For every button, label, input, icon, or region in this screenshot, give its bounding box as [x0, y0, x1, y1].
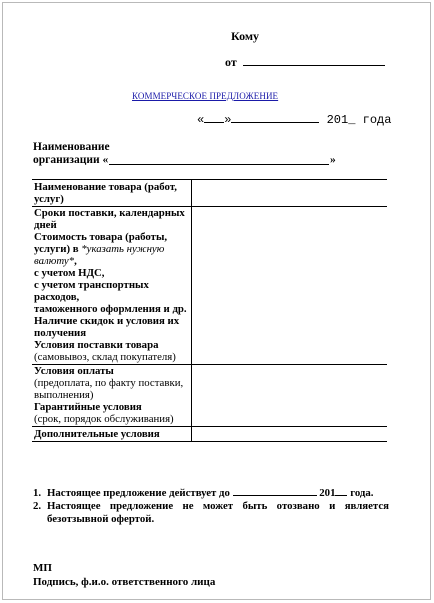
conditions-value	[192, 365, 388, 427]
validity-year-blank	[335, 495, 347, 496]
list-item	[33, 500, 389, 526]
date-close-quote: »	[224, 113, 232, 127]
payment-conditions-note: (предоплата, по факту поставки, выполнения)	[34, 377, 184, 401]
recipient-label: Кому	[231, 29, 260, 43]
transport-label: с учетом транспортных расходов,	[34, 279, 149, 303]
month-blank	[231, 122, 319, 123]
stamp-label: МП	[33, 562, 52, 574]
cost-prefix: Стоимость товара (работы, услуги) в	[34, 231, 168, 255]
document-page	[2, 2, 431, 600]
cost-suffix: ,	[74, 255, 77, 267]
year-prefix: 201_	[326, 113, 356, 127]
document-title: КОММЕРЧЕСКОЕ ПРЕДЛОЖЕНИЕ	[132, 91, 279, 101]
item-number: 2.	[33, 500, 42, 512]
organization-name-blank	[109, 164, 329, 165]
additional-label: Дополнительные условия	[32, 427, 192, 442]
payment-conditions-label: Условия оплаты	[34, 365, 114, 377]
currency-hint: *указать нужную валюту*	[34, 243, 165, 267]
validity-year: 201	[319, 487, 336, 499]
goods-name-value	[192, 180, 388, 207]
terms-value	[192, 207, 388, 365]
validity-year-word: года.	[350, 487, 374, 499]
sender-blank-line	[243, 65, 385, 66]
warranty-note: (срок, порядок обслуживания)	[34, 413, 174, 425]
discounts-label: Наличие скидок и условия их получения	[34, 315, 180, 339]
organization-name-label: организации «	[33, 154, 109, 166]
cost-label	[34, 231, 191, 267]
customs-label: таможенного оформления и др.	[34, 303, 187, 315]
warranty-label: Гарантийные условия	[34, 401, 142, 413]
date-line	[197, 113, 391, 127]
vat-label: с учетом НДС,	[34, 267, 105, 279]
sender-label: от	[225, 55, 237, 69]
conditions-cell	[32, 365, 192, 427]
table-row	[32, 365, 387, 427]
signature-label: Подпись, ф.и.о. ответственного лица	[33, 576, 216, 588]
terms-cell	[32, 207, 192, 365]
organization-label: Наименование	[33, 141, 110, 153]
table-row	[32, 207, 387, 365]
validity-text: Настоящее предложение действует до	[47, 487, 230, 499]
goods-name-label: Наименование товара (работ, услуг)	[32, 180, 192, 207]
organization-close-quote: »	[330, 154, 336, 166]
table-row	[32, 180, 387, 207]
delivery-terms-label: Сроки поставки, календарных дней	[34, 207, 185, 231]
year-word: года	[362, 113, 392, 127]
delivery-conditions-note: (самовывоз, склад покупателя)	[34, 351, 176, 363]
irrevocable-text: Настоящее предложение не может быть отозвано и является безотзывной офертой.	[47, 500, 389, 525]
item-number: 1.	[33, 487, 42, 499]
offer-table	[32, 179, 387, 442]
list-item	[33, 487, 389, 500]
table-row	[32, 427, 387, 442]
day-blank	[204, 122, 224, 123]
date-open-quote: «	[197, 113, 205, 127]
validity-date-blank	[233, 495, 317, 496]
offer-terms-list	[33, 487, 389, 526]
additional-value	[192, 427, 388, 442]
delivery-conditions-label: Условия поставки товара	[34, 339, 159, 351]
